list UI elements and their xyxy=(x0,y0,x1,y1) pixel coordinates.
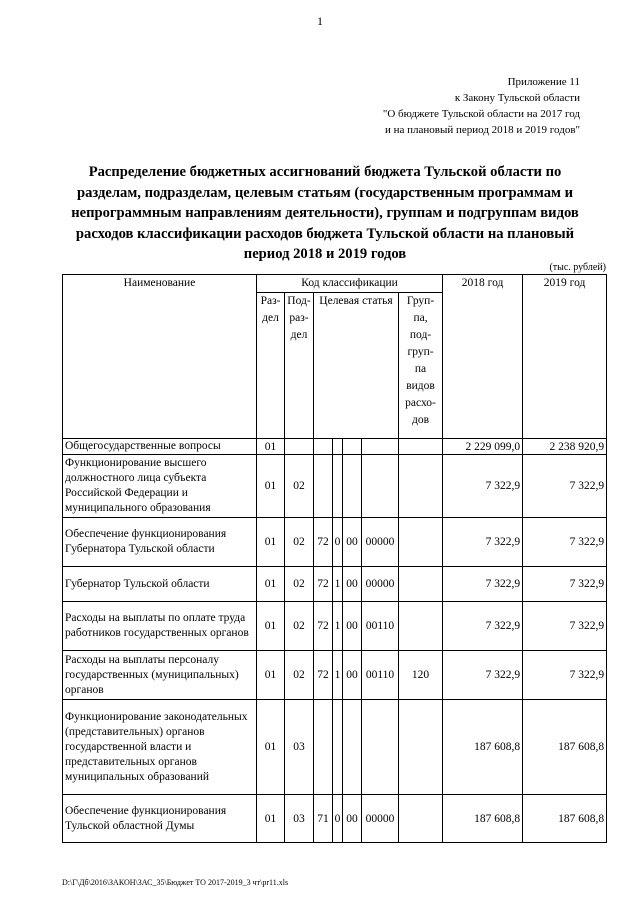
cell-name: Губернатор Тульской области xyxy=(63,567,257,602)
table-row xyxy=(63,455,607,518)
cell-y2018: 7 322,9 xyxy=(443,651,523,700)
cell-t4: 00110 xyxy=(362,651,399,700)
cell-subsection: 02 xyxy=(285,518,314,567)
cell-group: 120 xyxy=(399,651,443,700)
cell-y2018: 7 322,9 xyxy=(443,567,523,602)
cell-section: 01 xyxy=(257,455,285,518)
cell-t1 xyxy=(314,439,333,455)
cell-t4 xyxy=(362,455,399,518)
cell-name: Обеспечение функционирования Губернатора Тульской области xyxy=(63,518,257,567)
cell-y2019: 7 322,9 xyxy=(523,651,607,700)
cell-t2: 1 xyxy=(333,602,343,651)
cell-t2 xyxy=(333,455,343,518)
cell-t1: 72 xyxy=(314,518,333,567)
cell-t4: 00000 xyxy=(362,518,399,567)
cell-section: 01 xyxy=(257,602,285,651)
cell-section: 01 xyxy=(257,651,285,700)
cell-name: Функционирование высшего должностного лица субъекта Российской Федерации и муниципального образования xyxy=(63,455,257,518)
cell-group xyxy=(399,518,443,567)
cell-subsection: 03 xyxy=(285,700,314,795)
cell-y2019: 7 322,9 xyxy=(523,567,607,602)
cell-subsection: 02 xyxy=(285,567,314,602)
cell-group xyxy=(399,455,443,518)
cell-group xyxy=(399,439,443,455)
page-number: 1 xyxy=(317,14,323,28)
table-row xyxy=(63,439,607,455)
cell-t3: 00 xyxy=(343,602,362,651)
cell-t1: 72 xyxy=(314,602,333,651)
cell-group xyxy=(399,567,443,602)
table-row xyxy=(63,700,607,795)
cell-y2019: 2 238 920,9 xyxy=(523,439,607,455)
table-row xyxy=(63,651,607,700)
cell-t3: 00 xyxy=(343,518,362,567)
cell-t1: 71 xyxy=(314,795,333,843)
header-section: Раз- дел xyxy=(257,293,285,439)
cell-t3 xyxy=(343,439,362,455)
header-group: Груп- па, под- груп- па видов расхо- дов xyxy=(399,293,443,439)
cell-t1 xyxy=(314,455,333,518)
cell-name: Расходы на выплаты по оплате труда работников государственных органов xyxy=(63,602,257,651)
cell-y2019: 187 608,8 xyxy=(523,795,607,843)
header-2019: 2019 год xyxy=(523,275,607,439)
units-note: (тыс. рублей) xyxy=(549,262,606,273)
table-row xyxy=(63,602,607,651)
header-code: Код классификации xyxy=(257,275,443,293)
cell-y2018: 2 229 099,0 xyxy=(443,439,523,455)
appendix-line: Приложение 11 xyxy=(507,76,580,88)
cell-subsection: 02 xyxy=(285,602,314,651)
cell-t2: 1 xyxy=(333,651,343,700)
table-row xyxy=(63,518,607,567)
cell-name: Функционирование законодательных (представительных) органов государственной власти и представительных органов муниципальных образований xyxy=(63,700,257,795)
cell-y2019: 7 322,9 xyxy=(523,518,607,567)
table-row xyxy=(63,795,607,843)
appendix-line: и на плановый период 2018 и 2019 годов" xyxy=(384,124,580,136)
cell-t4 xyxy=(362,700,399,795)
cell-section: 01 xyxy=(257,518,285,567)
cell-t2: 1 xyxy=(333,567,343,602)
cell-y2018: 187 608,8 xyxy=(443,700,523,795)
appendix-note xyxy=(330,74,580,138)
cell-y2019: 7 322,9 xyxy=(523,455,607,518)
header-subsection: Под- раз- дел xyxy=(285,293,314,439)
cell-group xyxy=(399,795,443,843)
cell-t2 xyxy=(333,700,343,795)
cell-group xyxy=(399,700,443,795)
budget-table xyxy=(62,274,607,843)
cell-t1: 72 xyxy=(314,651,333,700)
cell-t3: 00 xyxy=(343,795,362,843)
cell-t3: 00 xyxy=(343,567,362,602)
cell-section: 01 xyxy=(257,567,285,602)
appendix-line: "О бюджете Тульской области на 2017 год xyxy=(382,108,580,120)
cell-t2: 0 xyxy=(333,795,343,843)
cell-y2018: 187 608,8 xyxy=(443,795,523,843)
cell-t4: 00110 xyxy=(362,602,399,651)
cell-t3 xyxy=(343,700,362,795)
cell-t1: 72 xyxy=(314,567,333,602)
cell-name: Общегосударственные вопросы xyxy=(63,439,257,455)
cell-t3: 00 xyxy=(343,651,362,700)
document-title: Распределение бюджетных ассигнований бюджета Тульской области по разделам, подразделам, целевым статьям (государственным программам и непрограммным направлениям деятельности), группам и подгруппам видов расходов классификации расходов бюджета Тульской области на плановый период 2018 и 2019 годов xyxy=(71,164,579,262)
footer-file-path: D:\Г\Дб\2016\ЗАКОН\ЗАС_35\Бюджет ТО 2017-2019_3 чт\pr11.xls xyxy=(62,878,289,887)
cell-name: Расходы на выплаты персоналу государственных (муниципальных) органов xyxy=(63,651,257,700)
cell-section: 01 xyxy=(257,439,285,455)
cell-t4: 00000 xyxy=(362,567,399,602)
cell-y2019: 7 322,9 xyxy=(523,602,607,651)
cell-y2018: 7 322,9 xyxy=(443,602,523,651)
cell-t4 xyxy=(362,439,399,455)
cell-subsection xyxy=(285,439,314,455)
table-row xyxy=(63,567,607,602)
cell-t1 xyxy=(314,700,333,795)
appendix-line: к Закону Тульской области xyxy=(454,92,580,104)
cell-t2 xyxy=(333,439,343,455)
cell-y2018: 7 322,9 xyxy=(443,518,523,567)
cell-section: 01 xyxy=(257,795,285,843)
cell-t3 xyxy=(343,455,362,518)
cell-t4: 00000 xyxy=(362,795,399,843)
cell-subsection: 03 xyxy=(285,795,314,843)
header-name: Наименование xyxy=(63,275,257,439)
cell-group xyxy=(399,602,443,651)
cell-section: 01 xyxy=(257,700,285,795)
cell-subsection: 02 xyxy=(285,455,314,518)
cell-t2: 0 xyxy=(333,518,343,567)
cell-subsection: 02 xyxy=(285,651,314,700)
header-target: Целевая статья xyxy=(314,293,399,439)
cell-y2019: 187 608,8 xyxy=(523,700,607,795)
cell-name: Обеспечение функционирования Тульской областной Думы xyxy=(63,795,257,843)
header-2018: 2018 год xyxy=(443,275,523,439)
cell-y2018: 7 322,9 xyxy=(443,455,523,518)
